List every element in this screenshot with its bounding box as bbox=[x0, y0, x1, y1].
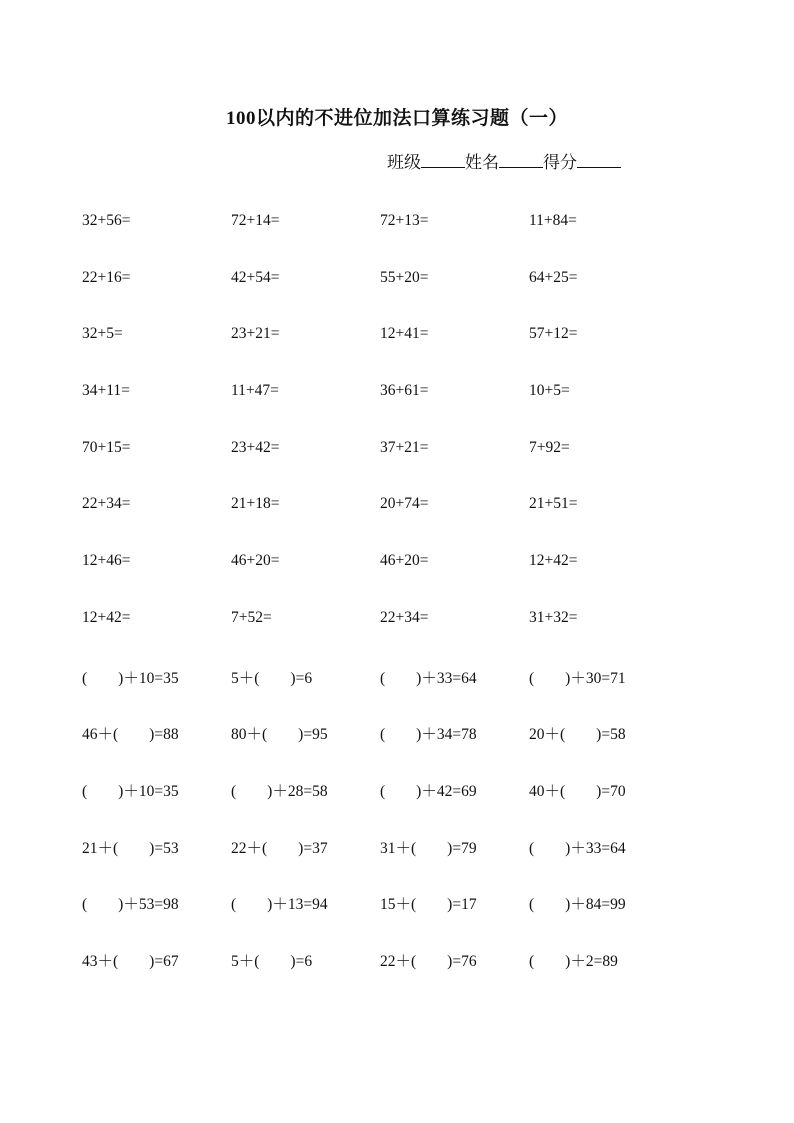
problem-row bbox=[82, 666, 722, 723]
math-problem: 11+84= bbox=[529, 212, 577, 229]
problem-row bbox=[82, 609, 722, 666]
score-blank[interactable] bbox=[577, 153, 621, 168]
math-problem: 31＋( )=79 bbox=[380, 839, 477, 857]
math-problem: 22＋( )=37 bbox=[231, 839, 328, 857]
math-problem: 7+52= bbox=[231, 608, 272, 626]
problem-row bbox=[82, 949, 722, 1006]
math-problem: ( )＋42=69 bbox=[380, 782, 477, 800]
problem-grid bbox=[82, 212, 722, 1006]
math-problem: 22+16= bbox=[82, 268, 131, 286]
math-problem: 32+56= bbox=[82, 212, 131, 229]
math-problem: 64+25= bbox=[529, 268, 578, 286]
math-problem: 55+20= bbox=[380, 268, 429, 286]
problem-row bbox=[82, 495, 722, 552]
math-problem: 20+74= bbox=[380, 495, 429, 513]
math-problem: 70+15= bbox=[82, 438, 131, 456]
math-problem: 21+51= bbox=[529, 495, 578, 513]
math-problem: 42+54= bbox=[231, 268, 280, 286]
problem-row bbox=[82, 325, 722, 382]
math-problem: 20＋( )=58 bbox=[529, 726, 626, 744]
math-problem: ( )＋10=35 bbox=[82, 782, 179, 800]
problem-row bbox=[82, 212, 722, 269]
name-blank[interactable] bbox=[499, 153, 543, 168]
problem-row bbox=[82, 552, 722, 609]
math-problem: ( )＋13=94 bbox=[231, 896, 328, 914]
math-problem: 57+12= bbox=[529, 325, 578, 343]
page-title: 100以内的不进位加法口算练习题（一） bbox=[225, 108, 568, 129]
math-problem: ( )＋53=98 bbox=[82, 896, 179, 914]
problem-row bbox=[82, 382, 722, 439]
math-problem: ( )＋10=35 bbox=[82, 669, 179, 687]
math-problem: 15＋( )=17 bbox=[380, 896, 477, 914]
math-problem: 46+20= bbox=[231, 552, 280, 570]
math-problem: 21＋( )=53 bbox=[82, 839, 179, 857]
math-problem: 36+61= bbox=[380, 382, 429, 400]
class-blank[interactable] bbox=[421, 153, 465, 168]
name-label: 姓名 bbox=[465, 153, 499, 172]
student-info-line bbox=[387, 148, 621, 173]
math-problem: 12+41= bbox=[380, 325, 429, 343]
math-problem: 10+5= bbox=[529, 382, 570, 400]
math-problem: 40＋( )=70 bbox=[529, 782, 626, 800]
math-problem: 34+11= bbox=[82, 382, 130, 400]
math-problem: 22+34= bbox=[82, 495, 131, 513]
math-problem: 12+42= bbox=[529, 552, 578, 570]
math-problem: ( )＋28=58 bbox=[231, 782, 328, 800]
math-problem: ( )＋33=64 bbox=[529, 839, 626, 857]
math-problem: 46＋( )=88 bbox=[82, 726, 179, 744]
problem-row bbox=[82, 439, 722, 496]
problem-row bbox=[82, 892, 722, 949]
math-problem: 37+21= bbox=[380, 438, 429, 456]
math-problem: 80＋( )=95 bbox=[231, 726, 328, 744]
math-problem: 32+5= bbox=[82, 325, 123, 343]
math-problem: 7+92= bbox=[529, 438, 570, 456]
problem-row bbox=[82, 269, 722, 326]
problem-row bbox=[82, 836, 722, 893]
math-problem: 43＋( )=67 bbox=[82, 952, 179, 970]
math-problem: 46+20= bbox=[380, 552, 429, 570]
math-problem: 31+32= bbox=[529, 608, 578, 626]
math-problem: 5＋( )=6 bbox=[231, 669, 313, 687]
math-problem: ( )＋33=64 bbox=[380, 669, 477, 687]
math-problem: 72+13= bbox=[380, 212, 429, 229]
problem-row bbox=[82, 722, 722, 779]
math-problem: 5＋( )=6 bbox=[231, 952, 313, 970]
math-problem: 11+47= bbox=[231, 382, 279, 400]
math-problem: 12+46= bbox=[82, 552, 131, 570]
class-label: 班级 bbox=[387, 153, 421, 172]
math-problem: ( )＋30=71 bbox=[529, 669, 626, 687]
problem-row bbox=[82, 779, 722, 836]
math-problem: 22+34= bbox=[380, 608, 429, 626]
score-label: 得分 bbox=[543, 153, 577, 172]
math-problem: ( )＋34=78 bbox=[380, 726, 477, 744]
math-problem: 12+42= bbox=[82, 608, 131, 626]
math-problem: 23+21= bbox=[231, 325, 280, 343]
math-problem: 22＋( )=76 bbox=[380, 952, 477, 970]
math-problem: ( )＋2=89 bbox=[529, 952, 618, 970]
math-problem: 23+42= bbox=[231, 438, 280, 456]
math-problem: 21+18= bbox=[231, 495, 280, 513]
math-problem: ( )＋84=99 bbox=[529, 896, 626, 914]
math-problem: 72+14= bbox=[231, 212, 280, 229]
